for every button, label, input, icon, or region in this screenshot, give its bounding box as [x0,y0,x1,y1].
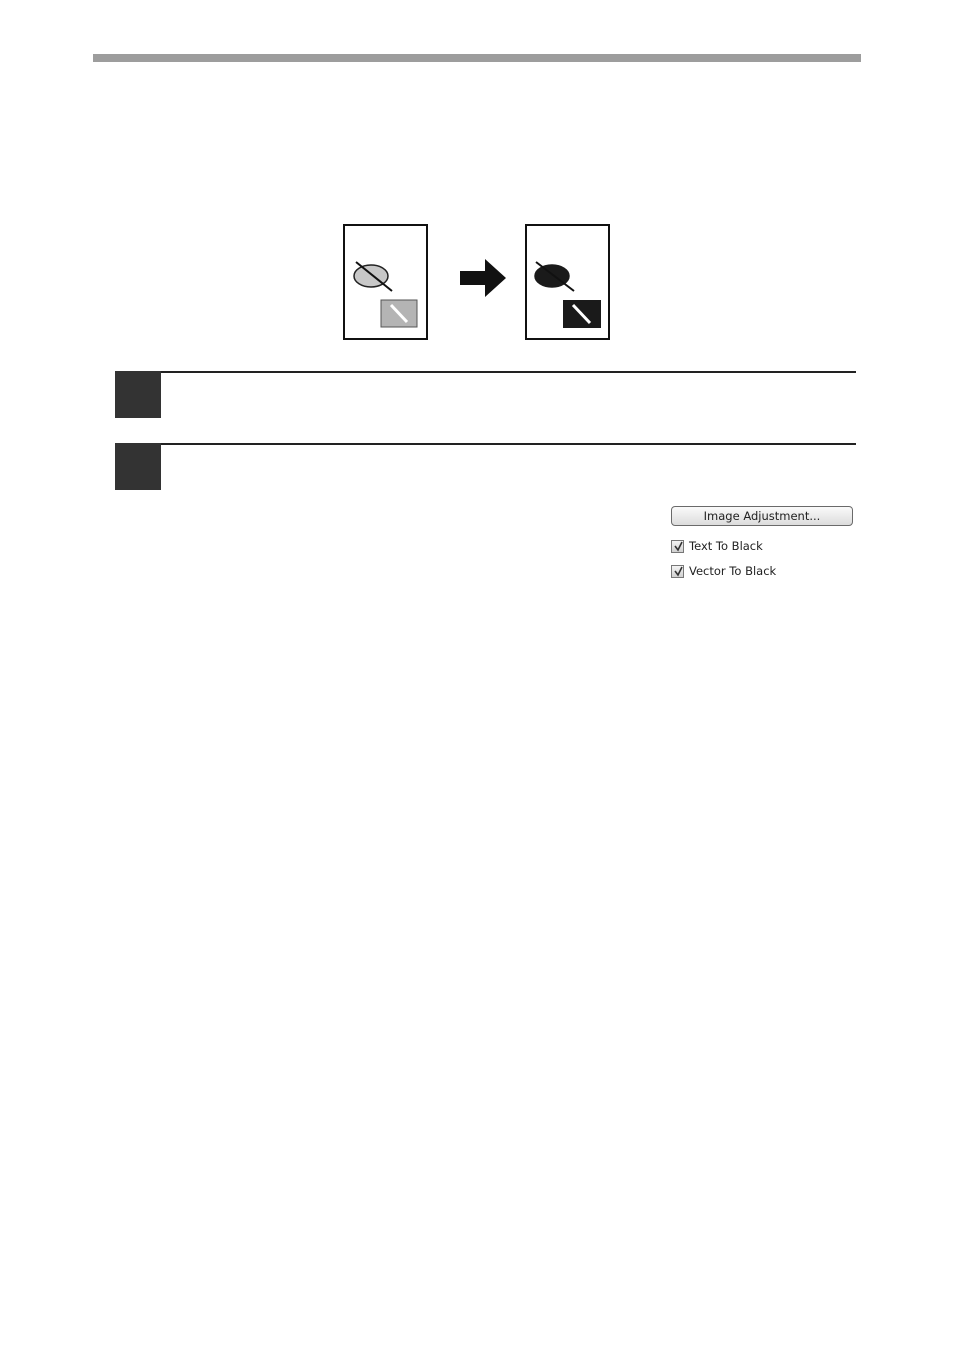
right-arrow-icon [460,259,506,297]
header-rule [93,54,861,62]
step-2-rule [160,443,856,445]
text-to-black-checkbox[interactable] [671,540,684,553]
step-1-marker [115,371,161,418]
step-1-rule [160,371,856,373]
black-conversion-figure [343,224,611,342]
vector-to-black-checkbox[interactable] [671,565,684,578]
text-to-black-label: Text To Black [689,539,763,553]
black-page-icon [526,225,609,339]
vector-to-black-option[interactable] [671,563,776,579]
checkmark-icon [673,566,684,577]
step-2-marker [115,443,161,490]
vector-to-black-label: Vector To Black [689,564,777,578]
checkmark-icon [673,541,684,552]
image-adjustment-button[interactable]: Image Adjustment... [671,506,853,526]
color-page-icon [344,225,427,339]
text-to-black-option[interactable] [671,538,763,554]
